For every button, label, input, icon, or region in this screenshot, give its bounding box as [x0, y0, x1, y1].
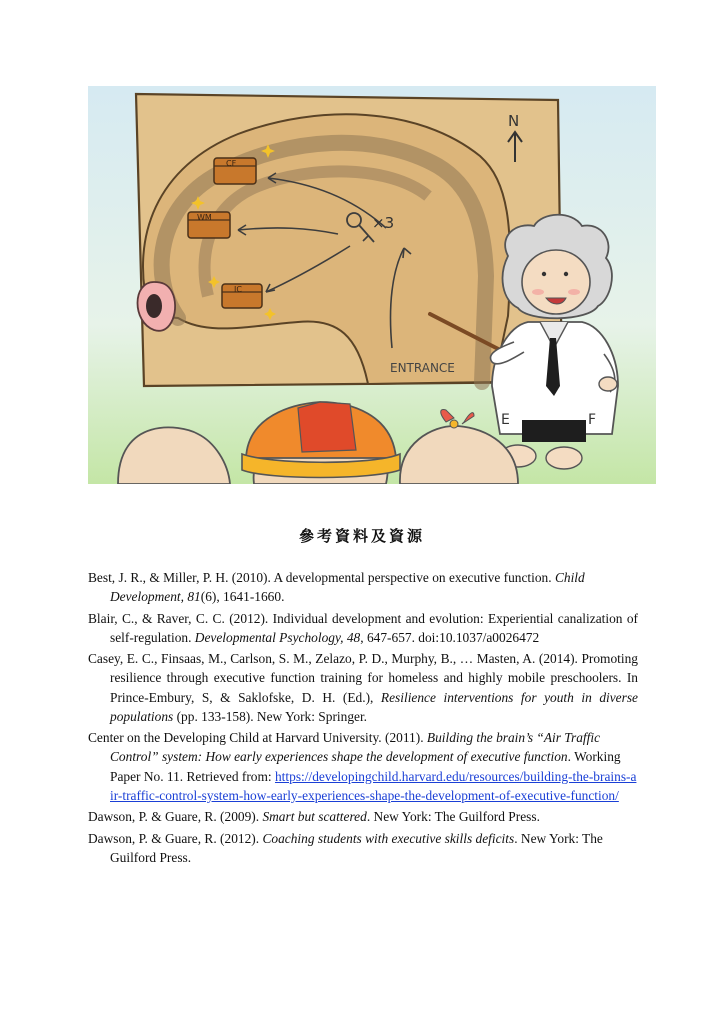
reference-item — [88, 807, 638, 826]
coat-letter-f: F — [588, 412, 597, 428]
reference-item — [88, 568, 638, 606]
reference-source: Developmental Psychology, 48 — [194, 629, 361, 645]
reference-tail: (6), 1641-1660. — [200, 589, 285, 605]
reference-source: Building the brain’s “Air Traffic Control” system: How early experiences shape the development of executive function — [110, 730, 601, 765]
reference-source: Resilience interventions for youth in diverse populations — [110, 689, 638, 724]
coat-letter-e: E — [501, 412, 510, 428]
reference-authors: Dawson, P. & Guare, R. (2009). — [88, 809, 263, 825]
reference-item — [88, 829, 638, 867]
reference-item — [88, 609, 638, 647]
reference-tail: . Working Paper No. 11. Retrieved from: — [110, 749, 621, 784]
reference-link[interactable]: https://developingchild.harvard.edu/resources/building-the-brains-air-traffic-control-system-how-early-experiences-shape-the-development-of-executive-function/ — [110, 768, 637, 803]
reference-source: Smart but scattered — [262, 809, 367, 825]
chest-cf-label: CF — [226, 159, 237, 168]
reference-item — [88, 649, 638, 726]
reference-source: Child Development, 81 — [110, 570, 585, 605]
treasure-map — [136, 94, 562, 386]
reference-list — [88, 568, 638, 869]
reference-source: Coaching students with executive skills deficits — [262, 830, 515, 846]
entrance-label: ENTRANCE — [390, 361, 455, 375]
classroom-illustration — [88, 86, 656, 484]
reference-authors: Casey, E. C., Finsaas, M., Carlson, S. M., Zelazo, P. D., Murphy, B., … Masten, A. (2014). Promoting resilience through executive function training for homeless and highly mobile preschoolers. In Prince-Embury, S, & Saklofske, D. H. (Ed.), — [88, 651, 638, 705]
reference-tail: . New York: The Guilford Press. — [366, 809, 540, 825]
chest-ic-label: IC — [234, 285, 242, 294]
key-multiplier: ×3 — [372, 214, 395, 232]
section-heading: 參考資料及資源 — [298, 527, 425, 545]
reference-authors: Dawson, P. & Guare, R. (2012). — [88, 830, 263, 846]
professor-character — [490, 215, 618, 469]
reference-tail: (pp. 133-158). New York: Springer. — [173, 708, 368, 724]
chest-ic — [222, 284, 262, 308]
chest-wm — [188, 212, 230, 238]
compass-label: N — [508, 112, 520, 130]
chest-cf — [214, 158, 256, 184]
reference-tail: . New York: The Guilford Press. — [110, 830, 603, 865]
reference-authors: Best, J. R., & Miller, P. H. (2010). A developmental perspective on executive function. — [88, 570, 555, 585]
reference-item — [88, 728, 638, 805]
reference-authors: Blair, C., & Raver, C. C. (2012). Individual development and evolution: Experiential canalization of self-regulation. — [88, 610, 638, 645]
reference-tail: , 647-657. doi:10.1037/a0026472 — [360, 629, 540, 645]
reference-authors: Center on the Developing Child at Harvard University. (2011). — [88, 730, 427, 746]
chest-wm-label: WM — [197, 213, 212, 222]
